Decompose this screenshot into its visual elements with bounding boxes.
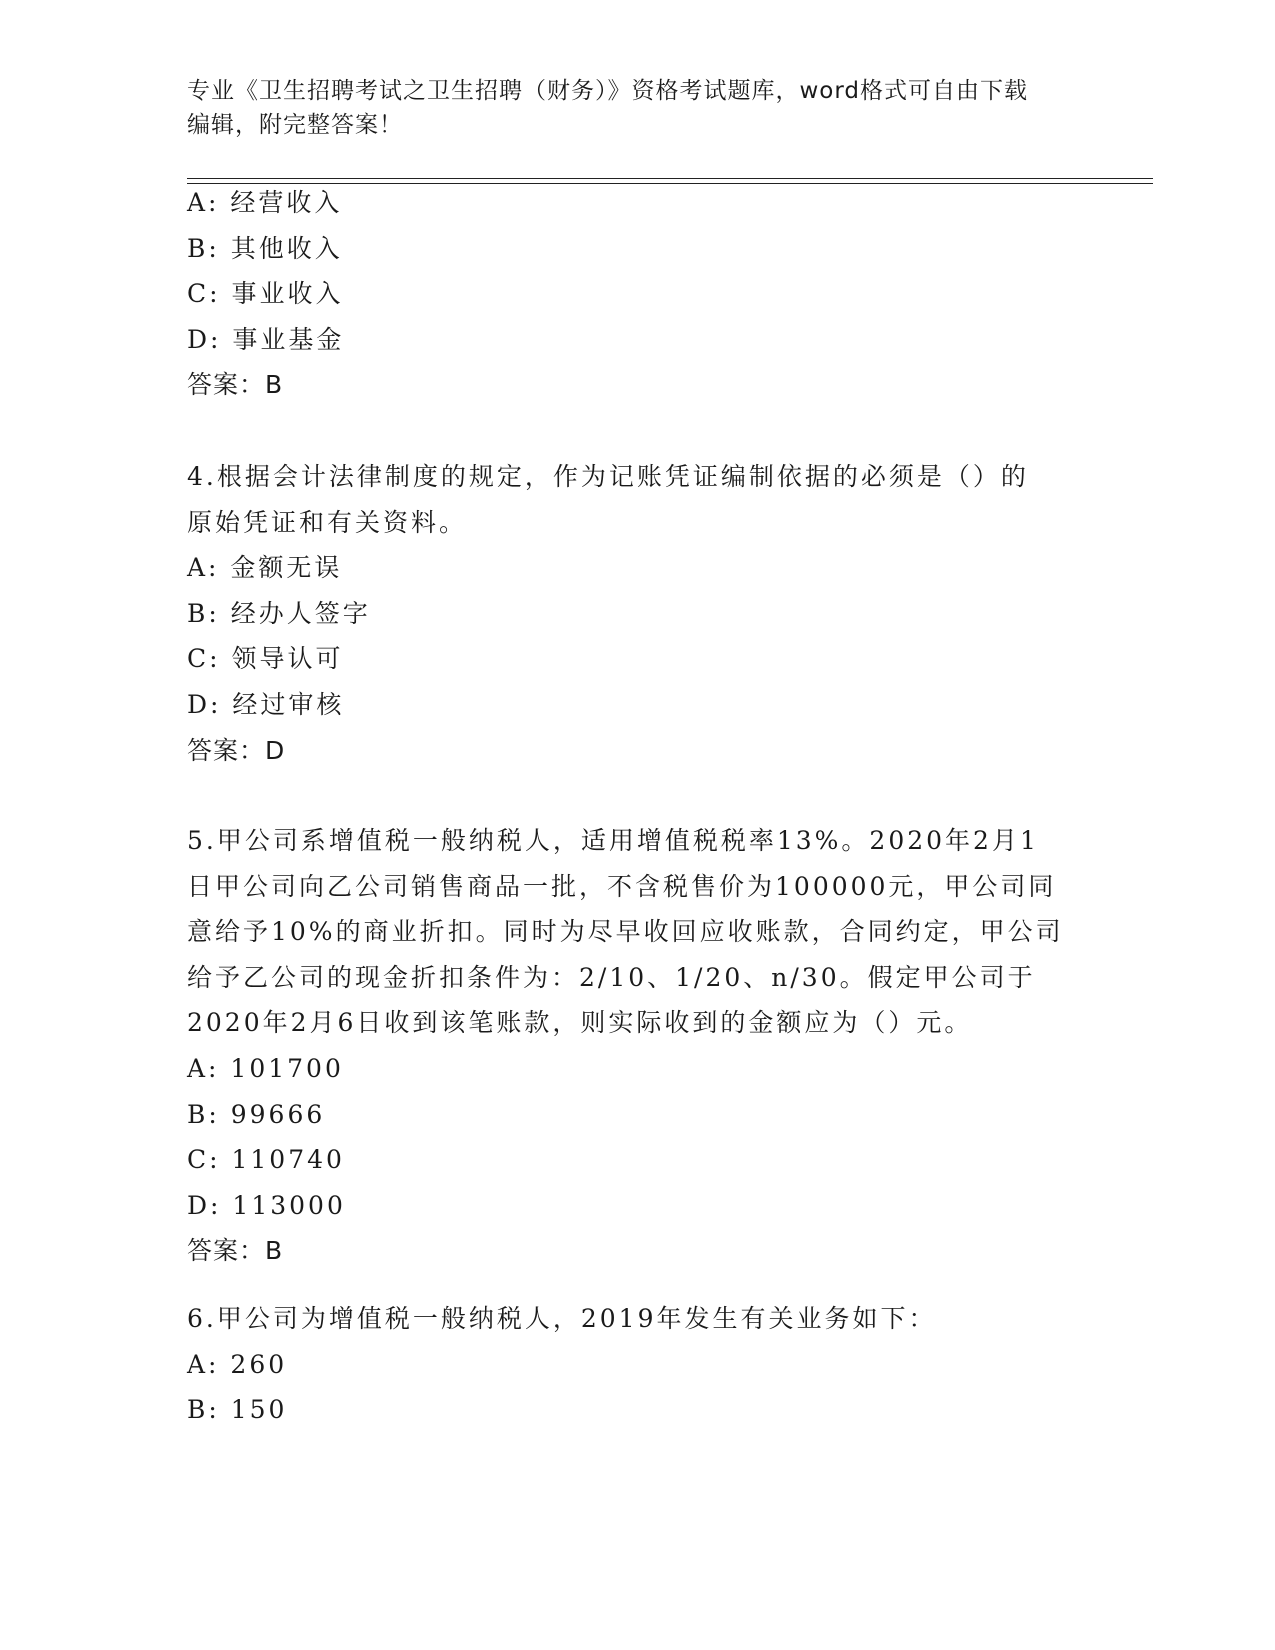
question-stem-line: 6.甲公司为增值税一般纳税人，2019年发生有关业务如下： — [187, 1304, 937, 1333]
question-stem-line: 4.根据会计法律制度的规定，作为记账凭证编制依据的必须是（）的 — [187, 462, 1029, 491]
question-stem-line: 日甲公司向乙公司销售商品一批，不含税售价为100000元，甲公司同 — [187, 871, 1057, 901]
document-header — [187, 74, 1067, 142]
answer: 答案：B — [187, 1236, 284, 1266]
option-b: B: 99666 — [187, 1099, 326, 1129]
option-a: A: 经营收入 — [187, 188, 343, 217]
option-d: D: 113000 — [187, 1190, 346, 1220]
answer: 答案：D — [187, 735, 286, 765]
question-stem-line: 给予乙公司的现金折扣条件为：2/10、1/20、n/30。假定甲公司于 — [187, 962, 1036, 992]
option-a: A: 101700 — [187, 1053, 344, 1083]
option-d: D: 经过审核 — [187, 689, 345, 719]
question-6 — [187, 1296, 1087, 1433]
question-stem-line: 5.甲公司系增值税一般纳税人，适用增值税税率13%。2020年2月1 — [187, 826, 1039, 855]
option-c: C: 110740 — [187, 1145, 345, 1175]
question-3 — [187, 180, 1087, 408]
answer: 答案：B — [187, 370, 284, 400]
option-a: A: 金额无误 — [187, 553, 343, 583]
option-a: A: 260 — [187, 1349, 288, 1379]
question-stem-line: 2020年2月6日收到该笔账款，则实际收到的金额应为（）元。 — [187, 1008, 973, 1038]
header-line-1: 专业《卫生招聘考试之卫生招聘（财务）》资格考试题库，word格式可自由下载 — [187, 78, 1029, 104]
option-c: C: 领导认可 — [187, 644, 344, 674]
question-stem-line: 意给予10%的商业折扣。同时为尽早收回应收账款，合同约定，甲公司 — [187, 917, 1064, 947]
option-c: C: 事业收入 — [187, 279, 344, 309]
header-line-2: 编辑，附完整答案！ — [187, 112, 403, 138]
option-b: B: 150 — [187, 1395, 288, 1425]
question-stem-line: 原始凭证和有关资料。 — [187, 507, 468, 537]
option-d: D: 事业基金 — [187, 324, 345, 354]
question-5 — [187, 818, 1087, 1274]
option-b: B: 经办人签字 — [187, 598, 371, 628]
header-divider-top — [187, 178, 1153, 179]
question-4 — [187, 454, 1087, 773]
option-b: B: 其他收入 — [187, 233, 343, 263]
